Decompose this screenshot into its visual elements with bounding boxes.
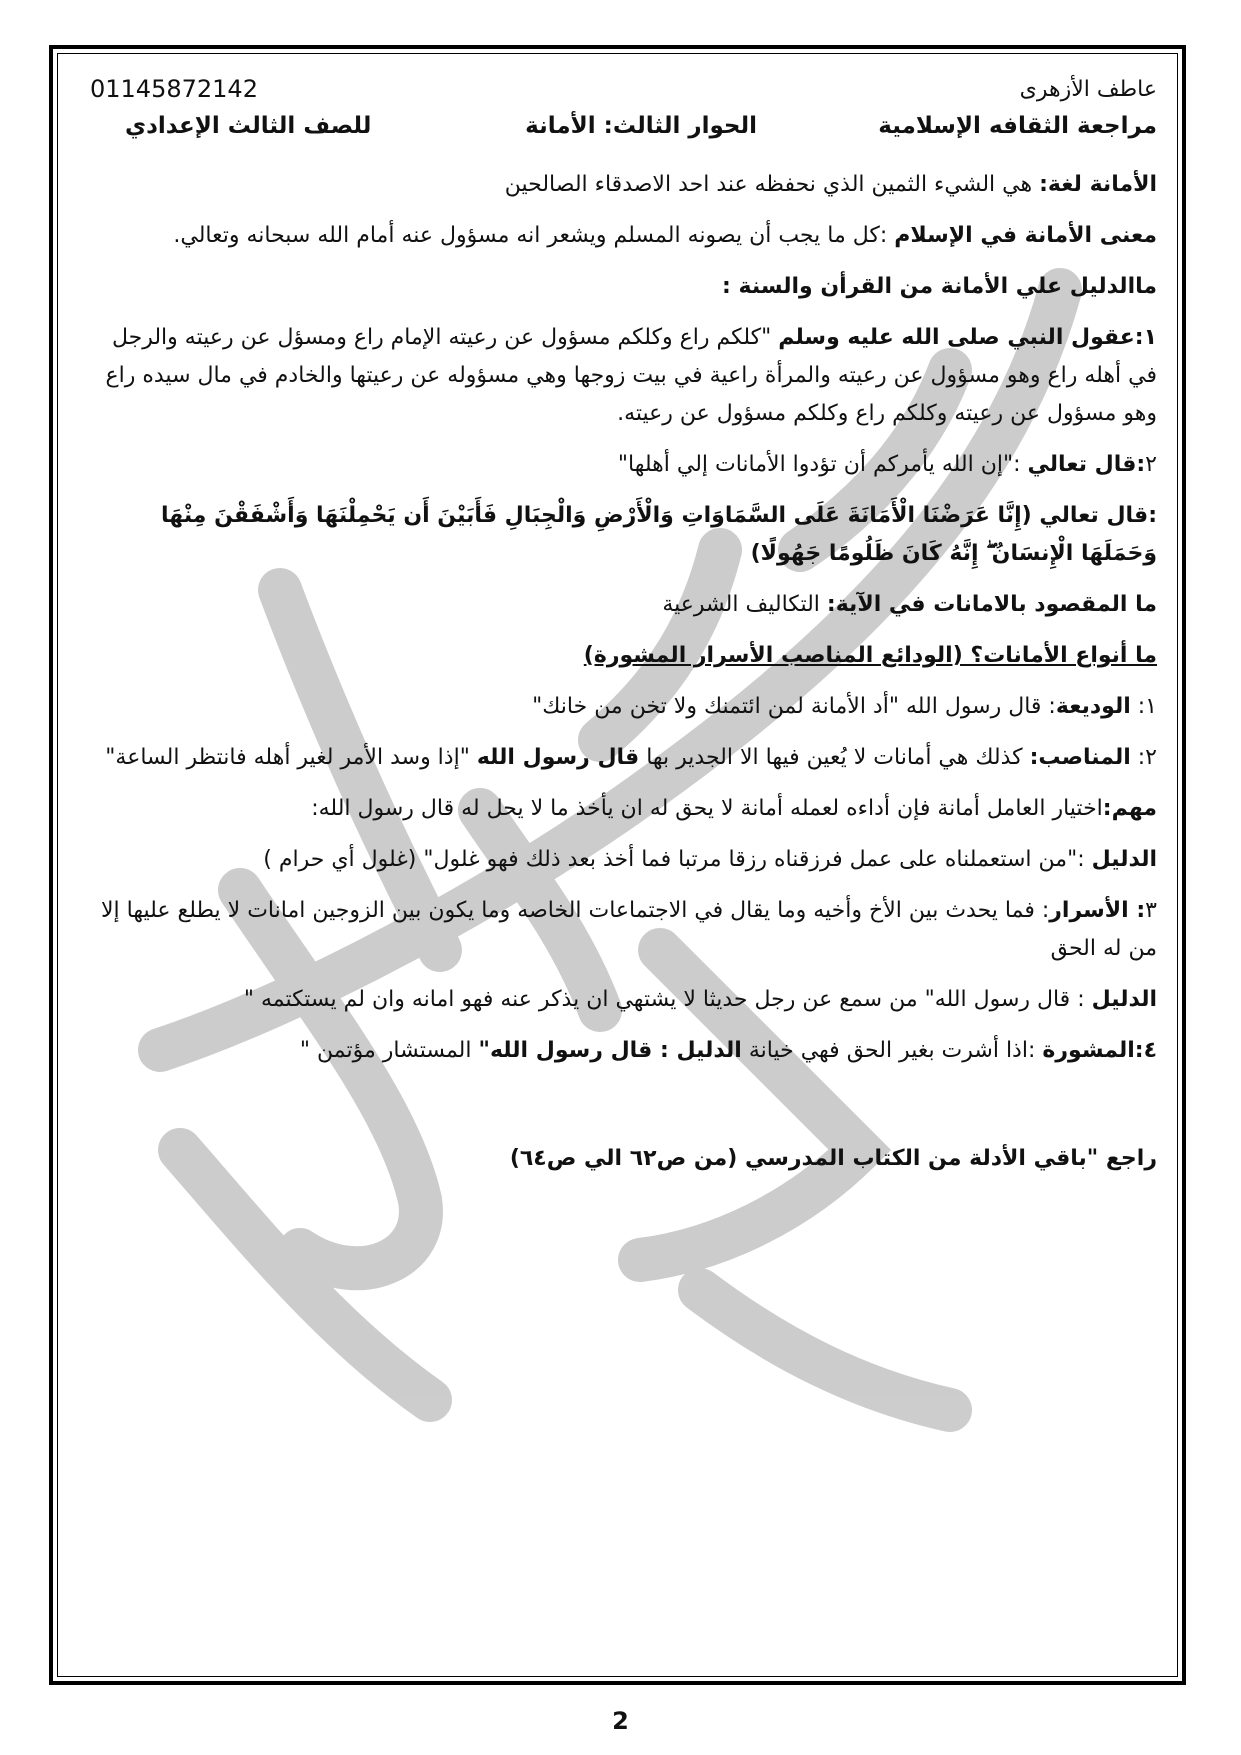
amana-lugha-line: الأمانة لغة: هي الشيء الثمين الذي نحفظه عند احد الاصدقاء الصالحين (504, 172, 1157, 197)
hadith-1: ١:عقول النبي صلى الله عليه وسلم "كلكم راع وكلكم مسؤول عن رعيته الإمام راع ومسؤل عن رعيته والرجل في أهله راع وهو مسؤول عن رعيته والمرأة راعية في بيت زوجها وهي مسؤوله عن رعيتها والخادم في مال سيده راع وهو مسؤول عن رعيته وكلكم راع وكلكم مسؤول عن رعيته. (105, 325, 1157, 426)
author-name: عاطف الأزهرى (1019, 77, 1157, 102)
maqsood-line: ما المقصود بالامانات في الآية: التكاليف الشرعية (662, 592, 1157, 617)
maana-line: معنى الأمانة في الإسلام :كل ما يجب أن يصونه المسلم ويشعر انه مسؤول عنه أمام الله سبحانه وتعالي. (173, 223, 1157, 248)
document-body (85, 75, 1157, 1178)
mashwara-line: ٤:المشورة :اذا أشرت بغير الحق فهي خيانة الدليل : قال رسول الله" المستشار مؤتمن " (299, 1038, 1157, 1063)
ayah-2: :قال تعالي (إِنَّا عَرَضْنَا الْأَمَانَةَ عَلَى السَّمَاوَاتِ وَالْأَرْضِ وَالْجِبَالِ فَأَبَيْنَ أَن يَحْمِلْنَهَا وَأَشْفَقْنَ مِنْهَا وَحَمَلَهَا الْإِنسَانُ ۖ إِنَّهُ كَانَ ظَلُومًا جَهُولًا) (161, 503, 1157, 566)
muhim-line: مهم:اختيار العامل أمانة فإن أداءه لعمله أمانة لا يحق له ان يأخذ ما لا يحل له قال رسول الله: (311, 796, 1157, 821)
daleel-2-line: الدليل : قال رسول الله" من سمع عن رجل حديثا لا يشتهي ان يذكر عنه فهو امانه وان لم يستكتمه " (243, 987, 1157, 1012)
wadea-line: ١: الوديعة: قال رسول الله "أد الأمانة لمن ائتمنك ولا تخن من خانك" (532, 694, 1157, 719)
daleel-1-line: الدليل :"من استعملناه على عمل فرزقناه رزقا مرتبا فما أخذ بعد ذلك فهو غلول" (غلول أي حرام ) (263, 847, 1157, 872)
asrar-line: ٣: الأسرار: فما يحدث بين الأخ وأخيه وما يقال في الاجتماعات الخاصه وما يكون بين الزوجين امانات لا يطلع عليها إلا من له الحق (100, 898, 1157, 961)
ayah-1: ٢:قال تعالي :"إن الله يأمركم أن تؤدوا الأمانات إلي أهلها" (617, 452, 1157, 477)
grade-title: للصف الثالث الإعدادي (125, 113, 372, 139)
subject-title: مراجعة الثقافه الإسلامية (878, 113, 1157, 139)
manaseb-line: ٢: المناصب: كذلك هي أمانات لا يُعين فيها الا الجدير بها قال رسول الله "إذا وسد الأمر لغير أهله فانتظر الساعة" (105, 745, 1157, 770)
rajea-line: راجع "باقي الأدلة من الكتاب المدرسي (من ص٦٢ الي ص٦٤) (509, 1146, 1157, 1171)
daleel-heading: ماالدليل علي الأمانة من القرأن والسنة : (722, 274, 1157, 299)
page-number: 2 (612, 1707, 629, 1735)
anwaa-heading: ما أنواع الأمانات؟ (الودائع المناصب الأسرار المشورة) (583, 643, 1157, 668)
phone-number: 01145872142 (90, 75, 258, 103)
lesson-title: الحوار الثالث: الأمانة (525, 113, 757, 139)
